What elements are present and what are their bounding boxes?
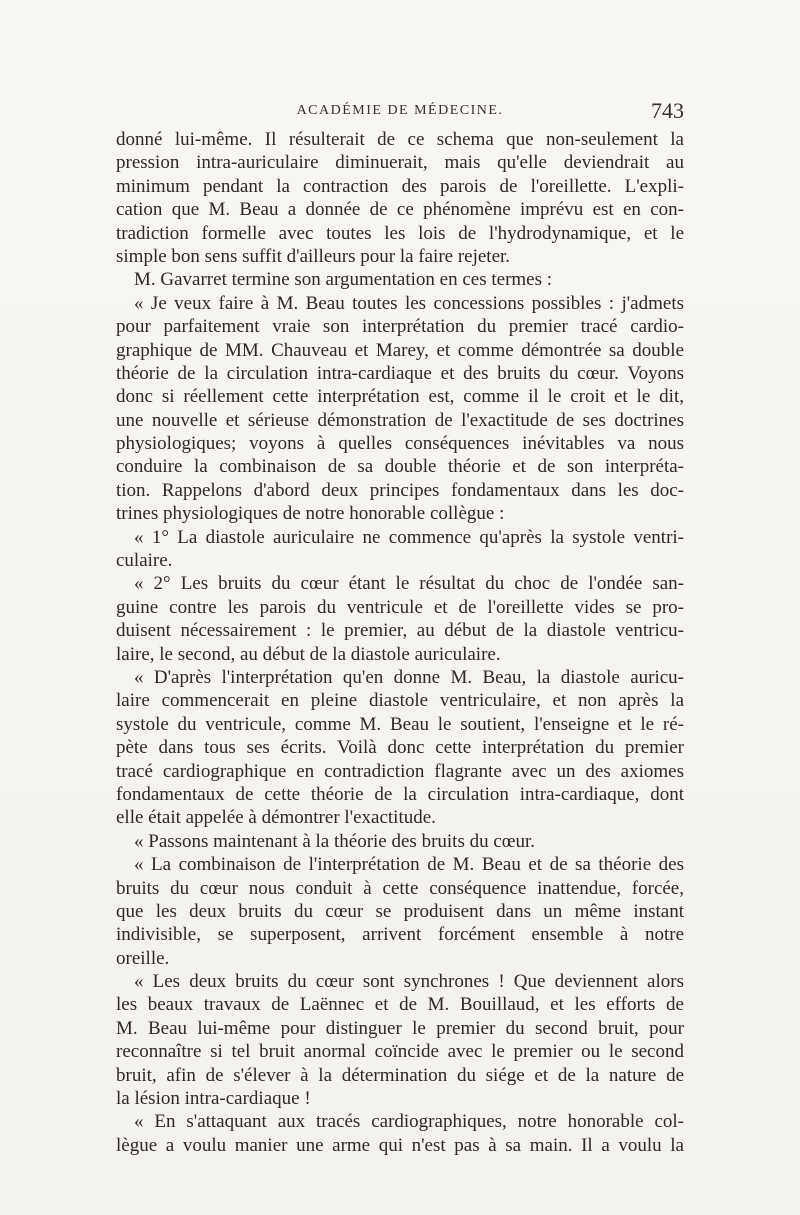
text-line: bruit, afin de s'élever à la détermination du siége et de la nature de [116, 1064, 684, 1086]
text-line: « 2° Les bruits du cœur étant le résultat du choc de l'ondée san- [134, 573, 684, 595]
text-line: elle était appelée à démontrer l'exactitude. [116, 807, 436, 829]
text-line: simple bon sens suffit d'ailleurs pour la faire rejeter. [116, 245, 511, 267]
text-line: que les deux bruits du cœur se produisent dans un même instant [116, 900, 684, 922]
text-line: « La combinaison de l'interprétation de M. Beau et de sa théorie des [134, 854, 684, 876]
text-line: lègue a voulu manier une arme qui n'est pas à sa main. Il a voulu la [116, 1134, 684, 1156]
text-line: tracé cardiographique en contradiction flagrante avec un des axiomes [116, 760, 684, 782]
text-line: fondamentaux de cette théorie de la circulation intra-cardiaque, dont [116, 783, 684, 805]
text-line: pète dans tous ses écrits. Voilà donc cette interprétation du premier [116, 737, 684, 759]
text-line: tion. Rappelons d'abord deux principes fondamentaux dans les doc- [116, 479, 684, 501]
text-line: cation que M. Beau a donnée de ce phénomène imprévu est en con- [116, 199, 684, 221]
text-line: donc si réellement cette interprétation est, comme il le croit et le dit, [116, 386, 684, 408]
text-line: reconnaître si tel bruit anormal coïncide avec le premier ou le second [116, 1041, 684, 1063]
text-line: « En s'attaquant aux tracés cardiographiques, notre honorable col- [134, 1111, 684, 1133]
running-head [116, 98, 684, 131]
text-line: « Passons maintenant à la théorie des bruits du cœur. [134, 830, 536, 852]
text-line: la lésion intra-cardiaque ! [116, 1088, 311, 1110]
text-line: culaire. [116, 550, 173, 572]
text-line: oreille. [116, 947, 170, 969]
text-line: M. Gavarret termine son argumentation en ces termes : [134, 269, 553, 291]
text-line: guine contre les parois du ventricule et de l'oreillette vides se pro- [116, 596, 684, 618]
text-line: une nouvelle et sérieuse démonstration de l'exactitude de ses doctrines [116, 409, 684, 431]
text-line: bruits du cœur nous conduit à cette conséquence inattendue, forcée, [116, 877, 684, 899]
text-line: minimum pendant la contraction des parois de l'oreillette. L'expli- [116, 175, 684, 197]
text-line: « Je veux faire à M. Beau toutes les concessions possibles : j'admets [134, 292, 684, 314]
text-line: systole du ventricule, comme M. Beau le soutient, l'enseigne et le ré- [116, 713, 684, 735]
text-line: « Les deux bruits du cœur sont synchrones ! Que deviennent alors [134, 971, 684, 993]
text-line: pour parfaitement vraie son interprétation du premier tracé cardio- [116, 316, 684, 338]
text-line: tradiction formelle avec toutes les lois de l'hydrodynamique, et le [116, 222, 684, 244]
text-line: pression intra-auriculaire diminuerait, mais qu'elle deviendrait au [116, 152, 684, 174]
text-line: trines physiologiques de notre honorable collègue : [116, 503, 505, 525]
running-title: ACADÉMIE DE MÉDECINE. [296, 103, 504, 118]
text-line: « 1° La diastole auriculaire ne commence qu'après la systole ventri- [134, 526, 684, 548]
text-line: M. Beau lui-même pour distinguer le premier du second bruit, pour [116, 1017, 684, 1039]
page-number: 743 [651, 98, 684, 123]
text-line: graphique de MM. Chauveau et Marey, et comme démontrée sa double [116, 339, 684, 361]
text-line: laire, le second, au début de la diastole auriculaire. [116, 643, 501, 665]
text-line: conduire la combinaison de sa double théorie et de son interpréta- [116, 456, 684, 478]
text-line: « D'après l'interprétation qu'en donne M. Beau, la diastole auricu- [134, 666, 684, 688]
text-line: indivisible, se superposent, arrivent forcément ensemble à notre [116, 924, 684, 946]
text-line: donné lui-même. Il résulterait de ce schema que non-seulement la [116, 129, 684, 150]
text-line: les beaux travaux de Laënnec et de M. Bouillaud, et les efforts de [116, 994, 684, 1016]
body-text [116, 128, 684, 1157]
text-line: laire commencerait en pleine diastole ventriculaire, et non après la [116, 690, 684, 712]
text-line: duisent nécessairement : le premier, au début de la diastole ventricu- [116, 620, 684, 642]
text-line: physiologiques; voyons à quelles conséquences inévitables va nous [116, 433, 684, 455]
text-line: théorie de la circulation intra-cardiaque et des bruits du cœur. Voyons [116, 362, 684, 384]
